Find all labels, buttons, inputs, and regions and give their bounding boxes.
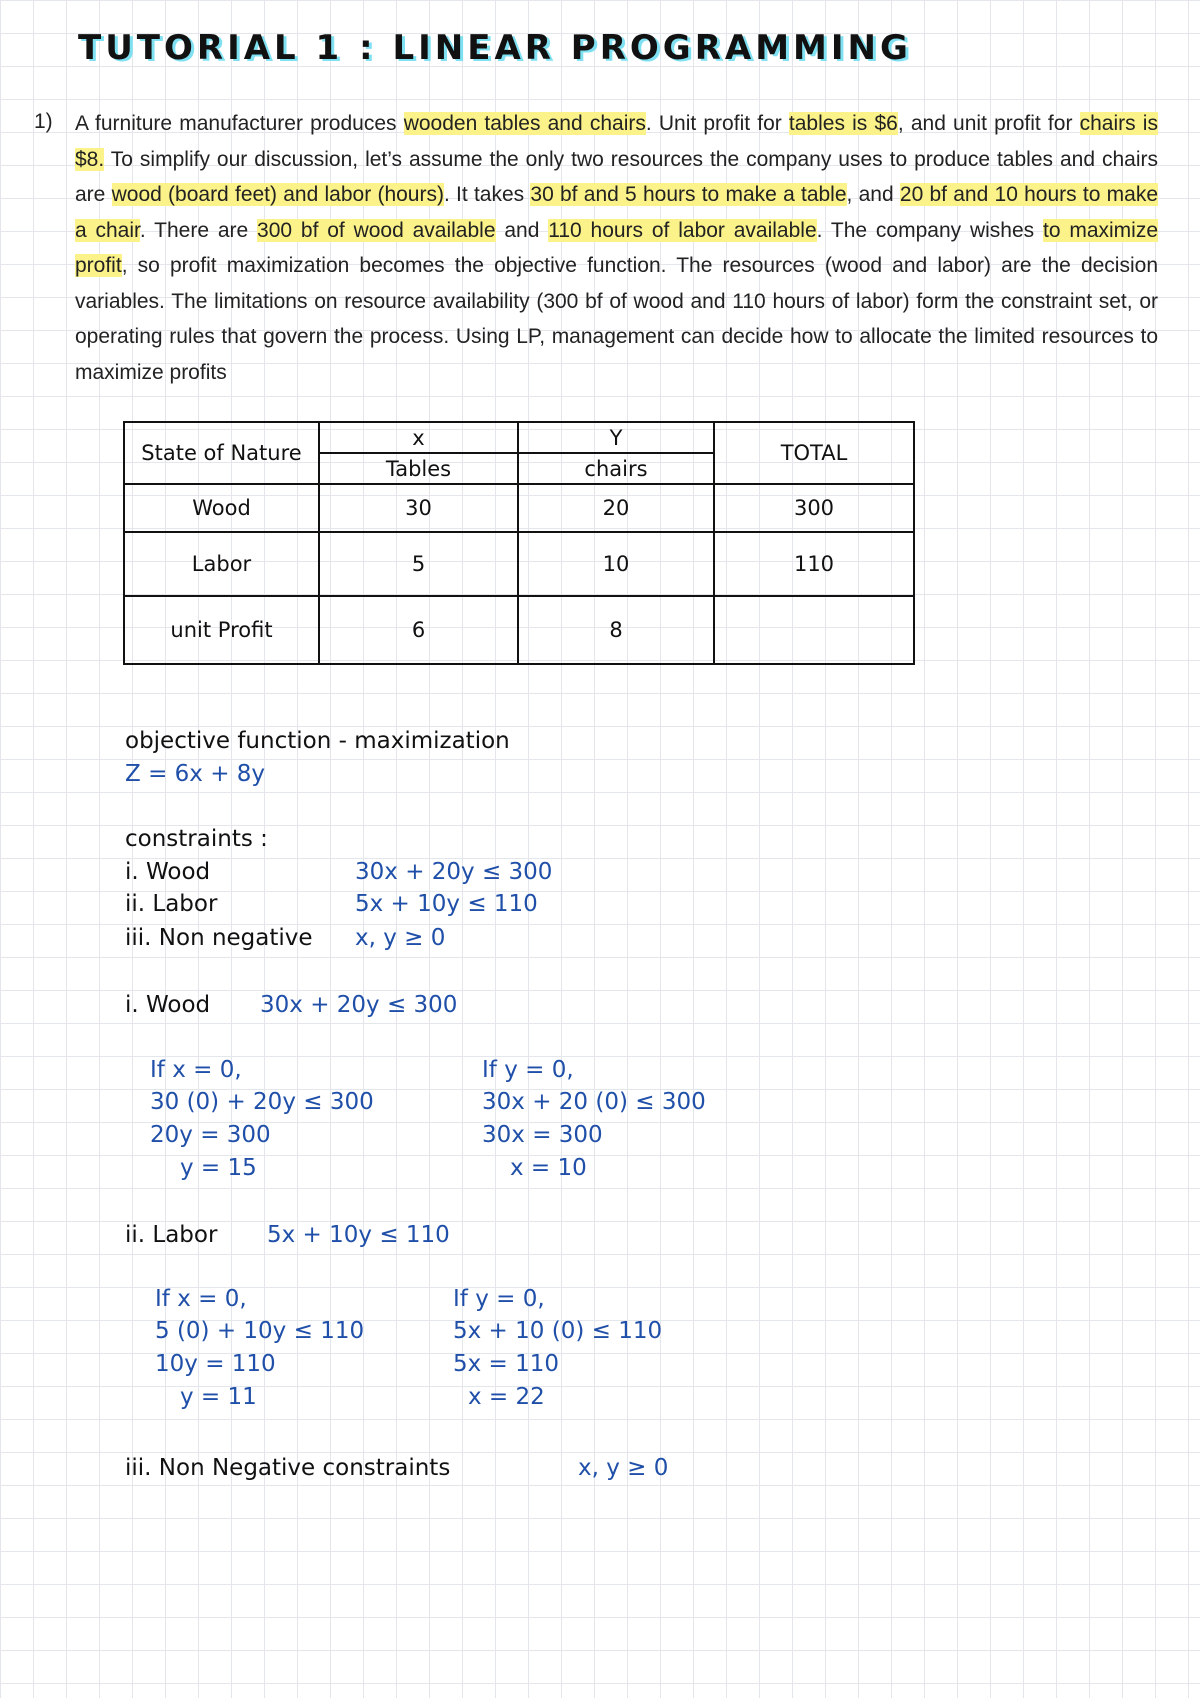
highlighted-text: wood (board feet) and labor (hours) xyxy=(111,183,444,206)
labor-left-step: 5 (0) + 10y ≤ 110 xyxy=(155,1318,365,1344)
cell-x: 6 xyxy=(319,596,518,664)
row-label: Labor xyxy=(124,532,319,596)
highlighted-text: 300 bf of wood available xyxy=(257,218,496,242)
table-row xyxy=(124,532,914,596)
labor-left-step: 10y = 110 xyxy=(155,1351,276,1377)
constraint-expr: 5x + 10y ≤ 110 xyxy=(355,891,538,917)
highlighted-text: 20 bf and 10 hours to make a chair xyxy=(75,183,1158,242)
question-number: 1) xyxy=(34,110,53,133)
cell-x: 30 xyxy=(319,484,518,532)
tables-header: Tables xyxy=(319,453,518,484)
total-header: TOTAL xyxy=(714,422,914,484)
row-label: unit Profit xyxy=(124,596,319,664)
cell-y: 20 xyxy=(518,484,714,532)
highlighted-text: tables is $6 xyxy=(788,112,898,135)
wood-left-step: 30 (0) + 20y ≤ 300 xyxy=(150,1089,374,1115)
labor-right-step: 5x = 110 xyxy=(453,1351,560,1377)
problem-text: A furniture manufacturer produces xyxy=(75,112,404,135)
problem-text: , and unit profit for xyxy=(897,112,1080,135)
page-title: TUTORIAL 1 : LINEAR PROGRAMMING xyxy=(78,28,912,68)
problem-text: . Unit profit for xyxy=(645,112,789,135)
problem-text: . There are xyxy=(139,218,258,242)
cell-x: 5 xyxy=(319,532,518,596)
highlighted-text: 30 bf and 5 hours to make a table xyxy=(530,183,847,206)
constraints-heading: constraints : xyxy=(125,826,268,852)
problem-text: , and xyxy=(846,183,900,206)
wood-right-step: 30x = 300 xyxy=(482,1122,603,1148)
chairs-header: chairs xyxy=(518,453,714,484)
problem-statement xyxy=(75,106,1158,390)
constraint-label: iii. Non negative xyxy=(125,925,313,951)
labor-section-label: ii. Labor xyxy=(125,1222,218,1248)
wood-right-step: 30x + 20 (0) ≤ 300 xyxy=(482,1089,706,1115)
table-row xyxy=(124,484,914,532)
highlighted-text: chairs is $8. xyxy=(75,112,1158,171)
wood-left-step: y = 15 xyxy=(180,1155,257,1181)
problem-text: , so profit maximization becomes the objective function. The resources (wood and labor) are the decision variables. The limitations on resource availability (300 bf of wood and 110 hours of labor) form the constraint set, or operating rules that govern the process. Using LP, management can decide how to allocate the limited resources to maximize profits xyxy=(75,254,1158,384)
x-variable-header: x xyxy=(319,422,518,453)
constraint-label: i. Wood xyxy=(125,859,211,885)
problem-text: and xyxy=(495,218,549,242)
highlighted-text: 110 hours of labor available xyxy=(548,218,817,242)
constraint-expr: 30x + 20y ≤ 300 xyxy=(355,859,553,885)
labor-right-step: If y = 0, xyxy=(453,1286,545,1312)
problem-text: . It takes xyxy=(443,183,531,206)
wood-right-step: If y = 0, xyxy=(482,1057,574,1083)
wood-section-label: i. Wood xyxy=(125,992,211,1018)
cell-y: 8 xyxy=(518,596,714,664)
table-row xyxy=(124,596,914,664)
nonneg-section-label: iii. Non Negative constraints xyxy=(125,1455,451,1481)
wood-section-expr: 30x + 20y ≤ 300 xyxy=(260,992,458,1018)
cell-y: 10 xyxy=(518,532,714,596)
labor-right-step: 5x + 10 (0) ≤ 110 xyxy=(453,1318,663,1344)
cell-total xyxy=(714,596,914,664)
data-table xyxy=(123,421,915,665)
labor-right-step: x = 22 xyxy=(468,1384,545,1410)
row-label: Wood xyxy=(124,484,319,532)
highlighted-text: wooden tables and chairs xyxy=(403,112,646,135)
cell-total: 110 xyxy=(714,532,914,596)
cell-total: 300 xyxy=(714,484,914,532)
problem-text: . The company wishes xyxy=(816,218,1043,242)
labor-left-step: If x = 0, xyxy=(155,1286,247,1312)
y-variable-header: Y xyxy=(518,422,714,453)
wood-left-step: 20y = 300 xyxy=(150,1122,271,1148)
objective-heading: objective function - maximization xyxy=(125,728,510,754)
wood-left-step: If x = 0, xyxy=(150,1057,242,1083)
wood-right-step: x = 10 xyxy=(510,1155,587,1181)
problem-text: To simplify our discussion, let’s assume the only two resources the company uses to produce tables and chairs are xyxy=(75,147,1158,206)
objective-equation: Z = 6x + 8y xyxy=(125,761,266,787)
table-corner-header: State of Nature xyxy=(124,422,319,484)
highlighted-text: to maximize profit xyxy=(75,218,1159,277)
nonneg-section-expr: x, y ≥ 0 xyxy=(578,1455,669,1481)
constraint-expr: x, y ≥ 0 xyxy=(355,925,446,951)
labor-section-expr: 5x + 10y ≤ 110 xyxy=(267,1222,450,1248)
constraint-label: ii. Labor xyxy=(125,891,218,917)
labor-left-step: y = 11 xyxy=(180,1384,257,1410)
